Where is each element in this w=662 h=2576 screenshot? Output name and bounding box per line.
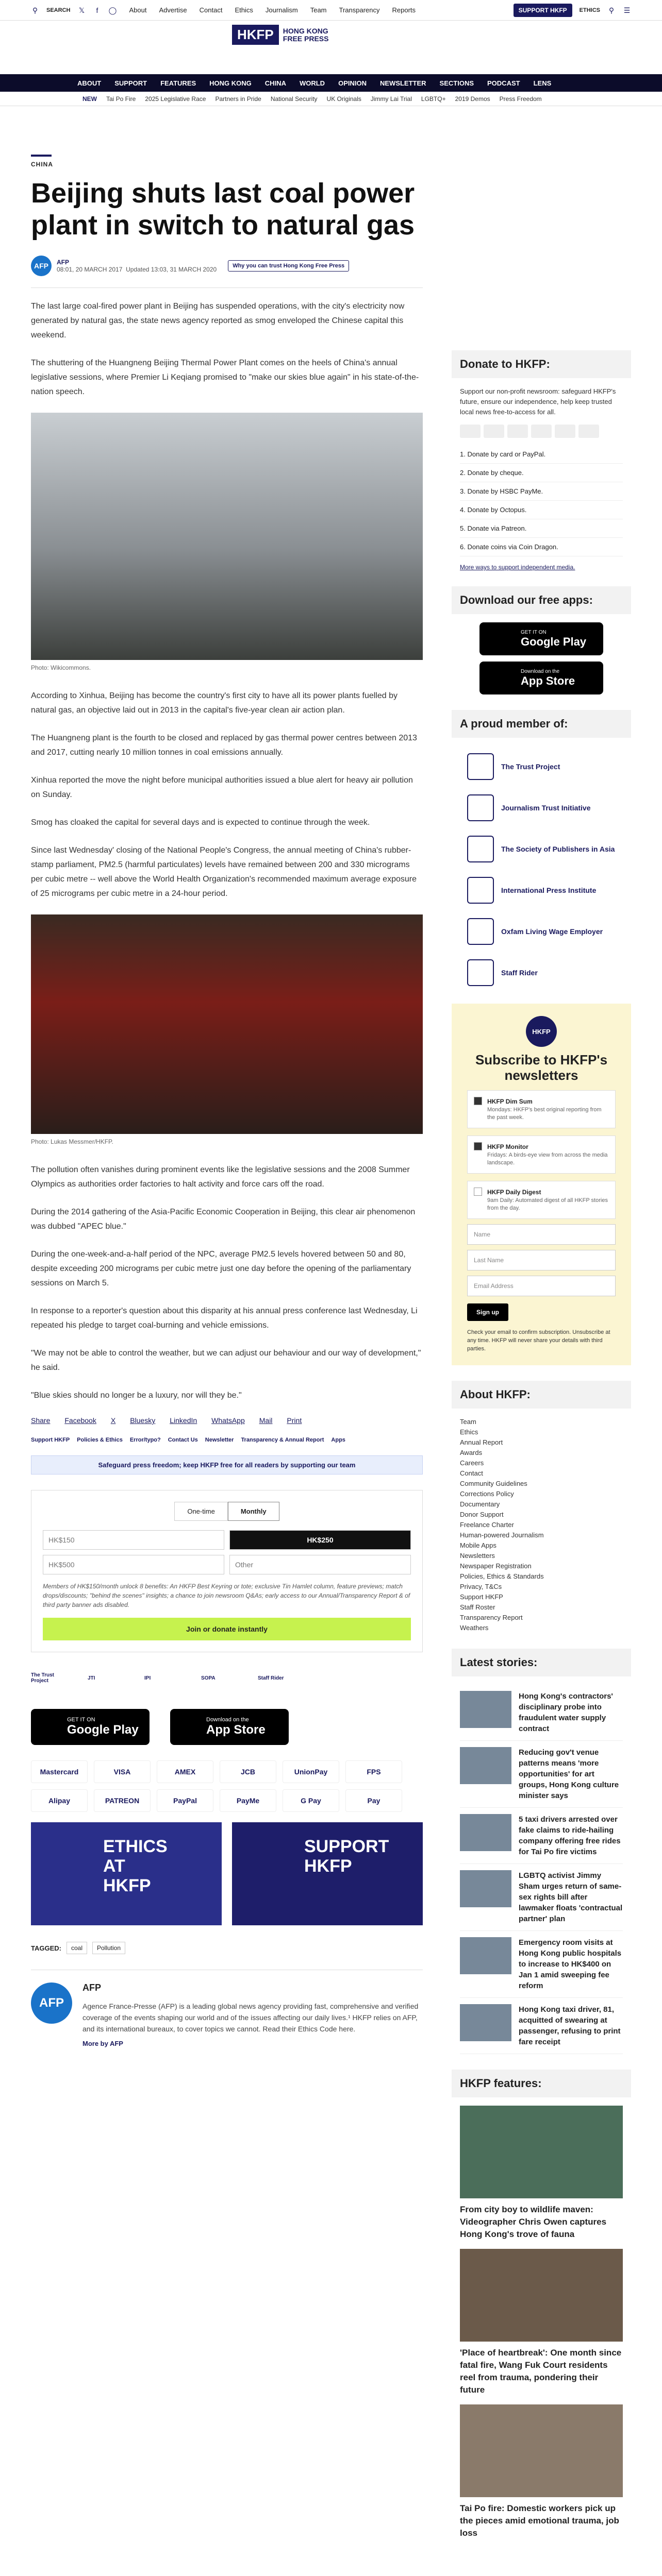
- logo-text: HONG KONG FREE PRESS: [283, 26, 329, 43]
- link-transparency[interactable]: Transparency & Annual Report: [241, 1437, 324, 1443]
- more-by-link[interactable]: More by AFP: [82, 2040, 123, 2047]
- search-icon[interactable]: ⚲: [32, 6, 38, 14]
- payment-logo: UnionPay: [283, 1760, 339, 1783]
- google-play-badge[interactable]: [31, 1709, 150, 1745]
- donate-option[interactable]: 1. Donate by card or PayPal.: [460, 445, 623, 464]
- photo-caption: Photo: Lukas Messmer/HKFP.: [31, 1138, 113, 1145]
- email-field[interactable]: Email Address: [467, 1276, 616, 1296]
- facebook-icon[interactable]: f: [96, 6, 98, 14]
- story-title: Emergency room visits at Hong Kong public hospitals to increase to HK$400 on Jan 1 amid sweeping fee reform: [519, 1938, 622, 1990]
- member-logo: [467, 794, 494, 821]
- nav-world[interactable]: WORLD: [299, 79, 325, 87]
- paragraph: During the one-week-and-a-half period of the NPC, average PM2.5 levels hovered between 50 and 80, despite exceeding 200 micrograms per cubic metre just one day before the opening of the parliamentary sessions on March 5.: [31, 1250, 411, 1287]
- features-heading: HKFP features:: [452, 2070, 631, 2097]
- feature-title[interactable]: Tai Po fire: Domestic workers pick up the pieces amid emotional trauma, job loss: [460, 2503, 619, 2538]
- article-title: Beijing shuts last coal power plant in switch to natural gas: [31, 178, 415, 241]
- story-thumbnail: [460, 1814, 511, 1851]
- latest-item[interactable]: [460, 1808, 623, 1864]
- badge-store: Google Play: [67, 1723, 139, 1737]
- features-list: [452, 2106, 631, 2539]
- tier-option[interactable]: HK$150: [43, 1530, 224, 1550]
- member-logo[interactable]: SOPA: [201, 1675, 216, 1681]
- new-badge: NEW: [82, 95, 97, 103]
- nav-features[interactable]: FEATURES: [160, 79, 196, 87]
- about-item[interactable]: Transparency Report: [460, 1614, 523, 1621]
- share-whatsapp[interactable]: WhatsApp: [211, 1416, 245, 1425]
- member-logos: [31, 1668, 423, 1688]
- member-name: Staff Rider: [501, 969, 538, 977]
- tier-option[interactable]: Other: [229, 1555, 411, 1574]
- last-name-field[interactable]: Last Name: [467, 1250, 616, 1270]
- power-plant-photo: [31, 413, 423, 660]
- about-item[interactable]: Human-powered Journalism: [460, 1531, 544, 1539]
- card-icon: [555, 425, 575, 438]
- subnav-item[interactable]: Press Freedom: [499, 95, 542, 103]
- about-item[interactable]: Careers: [460, 1459, 484, 1467]
- google-play-badge[interactable]: [479, 622, 603, 655]
- footer-links: [31, 1437, 423, 1443]
- member-item[interactable]: [467, 828, 616, 870]
- nav-newsletter[interactable]: NEWSLETTER: [379, 79, 426, 87]
- share-bar: [31, 1416, 423, 1425]
- subnav-item[interactable]: National Security: [270, 95, 318, 103]
- nav-podcast[interactable]: PODCAST: [487, 79, 520, 87]
- story-thumbnail: [460, 1691, 511, 1728]
- share-linkedin[interactable]: LinkedIn: [170, 1416, 197, 1425]
- payment-logo: FPS: [345, 1760, 402, 1783]
- top-bar: [0, 0, 662, 21]
- paragraph: The Huangneng plant is the fourth to be closed and replaced by gas thermal power centres between 2013 and 2017, cutting nearly 10 million tonnes in coal emissions annually.: [31, 734, 417, 757]
- nav-lens[interactable]: LENS: [533, 79, 552, 87]
- payment-logo: VISA: [94, 1760, 151, 1783]
- paragraph: In response to a reporter's question about this disparity at his annual press conference last Wednesday, Li repeated his pledge to target coal-burning and vehicle emissions.: [31, 1307, 418, 1330]
- join-button[interactable]: Join or donate instantly: [43, 1618, 411, 1640]
- site-logo[interactable]: [232, 25, 345, 45]
- donate-option[interactable]: 4. Donate by Octopus.: [460, 501, 623, 519]
- paragraph: Since last Wednesday' closing of the National People's Congress, the annual meeting of China's rubber-stamp parliament, PM2.5 (harmful particulates) levels have remained between 200 and 330 micrograms per cubic metre -- well above the World Health Organization's recommended maximum average exposure of 25 micrograms per cubic metre in a 24-hour period.: [31, 846, 417, 898]
- about-item[interactable]: Policies, Ethics & Standards: [460, 1572, 544, 1580]
- publish-date: 08:01, 20 MARCH 2017: [57, 266, 123, 273]
- payment-logo: PayMe: [220, 1789, 276, 1812]
- photo-caption: Photo: Wikicommons.: [31, 664, 91, 671]
- link-error[interactable]: Error/typo?: [129, 1437, 161, 1443]
- badge-caption: GET IT ON: [67, 1717, 95, 1723]
- member-name: Oxfam Living Wage Employer: [501, 927, 603, 936]
- donate-option[interactable]: 5. Donate via Patreon.: [460, 519, 623, 538]
- feature-title[interactable]: From city boy to wildlife maven: Videographer Chris Owen captures Hong Kong's trove of fauna: [460, 2205, 607, 2239]
- subnav-item[interactable]: 2025 Legislative Race: [145, 95, 206, 103]
- newsletter-option[interactable]: [467, 1181, 616, 1219]
- card-icon: [460, 425, 481, 438]
- newsletter-title: Subscribe to HKFP's newsletters: [475, 1052, 608, 1083]
- ethics-link[interactable]: ETHICS: [579, 7, 600, 13]
- latest-item[interactable]: [460, 1864, 623, 1931]
- donate-options: [452, 445, 631, 556]
- safeguard-banner[interactable]: Safeguard press freedom; keep HKFP free for all readers by supporting our team: [31, 1455, 423, 1475]
- payment-logo: PATREON: [94, 1789, 151, 1812]
- about-item[interactable]: Privacy, T&Cs: [460, 1583, 502, 1590]
- nav-opinion[interactable]: OPINION: [338, 79, 367, 87]
- top-link-reports[interactable]: Reports: [392, 6, 416, 14]
- top-link-ethics[interactable]: Ethics: [235, 6, 253, 14]
- paragraph: "Blue skies should no longer be a luxury, nor will they be.": [31, 1391, 242, 1400]
- member-list: [452, 746, 631, 993]
- member-name: The Society of Publishers in Asia: [501, 845, 615, 853]
- payment-logo: Pay: [345, 1789, 402, 1812]
- newsletter-desc: Mondays: HKFP's best original reporting from the past week.: [487, 1107, 602, 1121]
- top-link-advertise[interactable]: Advertise: [159, 6, 187, 14]
- paragraph: During the 2014 gathering of the Asia-Pacific Economic Cooperation in Beijing, this clear air phenomenon was dubbed "APEC blue.": [31, 1208, 416, 1231]
- article: [31, 155, 423, 2047]
- badge-store: App Store: [206, 1723, 266, 1737]
- share-x[interactable]: X: [110, 1416, 116, 1425]
- link-newsletter[interactable]: Newsletter: [205, 1437, 234, 1443]
- about-item[interactable]: Ethics: [460, 1428, 478, 1436]
- newsletter-box: [452, 1004, 631, 1365]
- app-store-badge[interactable]: [170, 1709, 289, 1745]
- about-heading: About HKFP:: [452, 1381, 631, 1409]
- badge-caption: Download on the: [206, 1717, 249, 1723]
- member-logo: [467, 918, 494, 945]
- article-body: [31, 299, 423, 1403]
- app-store-badge[interactable]: [479, 662, 603, 694]
- sub-nav: [0, 92, 662, 106]
- tier-grid: [43, 1530, 411, 1574]
- ethics-promo[interactable]: ETHICS AT HKFP: [31, 1822, 222, 1925]
- promo-row: [31, 1822, 423, 1925]
- about-item[interactable]: Team: [460, 1418, 476, 1426]
- author-box: [31, 1970, 423, 2047]
- story-thumbnail: [460, 1747, 511, 1784]
- member-logo[interactable]: IPI: [144, 1675, 151, 1681]
- nav-hong-kong[interactable]: HONG KONG: [209, 79, 252, 87]
- about-item[interactable]: Contact: [460, 1469, 483, 1477]
- frequency-toggle: [43, 1502, 411, 1521]
- tag[interactable]: Pollution: [92, 1942, 125, 1954]
- story-title: Hong Kong's contractors' disciplinary probe into fraudulent water supply contract: [519, 1692, 613, 1733]
- nav-sections[interactable]: SECTIONS: [439, 79, 474, 87]
- card-icon: [484, 425, 504, 438]
- payment-methods: [31, 1760, 423, 1812]
- subnav-item[interactable]: 2019 Demos: [455, 95, 490, 103]
- apps-heading: Download our free apps:: [452, 586, 631, 614]
- more-ways-link[interactable]: More ways to support independent media.: [460, 564, 575, 571]
- donate-option[interactable]: 3. Donate by HSBC PayMe.: [460, 482, 623, 501]
- card-icons: [452, 425, 631, 438]
- support-button[interactable]: SUPPORT HKFP: [514, 4, 572, 17]
- newsletter-name: HKFP Dim Sum: [487, 1098, 533, 1105]
- top-link-transparency[interactable]: Transparency: [339, 6, 380, 14]
- member-item[interactable]: [467, 952, 616, 993]
- about-item[interactable]: Community Guidelines: [460, 1480, 527, 1487]
- member-logo[interactable]: Staff Rider: [258, 1675, 284, 1681]
- member-item[interactable]: [467, 870, 616, 911]
- about-item[interactable]: Donor Support: [460, 1511, 504, 1518]
- newsletter-option[interactable]: [467, 1090, 616, 1128]
- newsletter-checkbox[interactable]: [474, 1188, 482, 1196]
- story-title: 5 taxi drivers arrested over fake claims to ride-hailing company offering free rides for Tai Po fire victims: [519, 1815, 621, 1856]
- subnav-item[interactable]: Tai Po Fire: [106, 95, 136, 103]
- newsletter-name: HKFP Monitor: [487, 1143, 528, 1150]
- category-label[interactable]: CHINA: [31, 155, 52, 168]
- about-item[interactable]: Awards: [460, 1449, 483, 1456]
- link-apps[interactable]: Apps: [331, 1437, 345, 1443]
- npc-photo: [31, 914, 423, 1134]
- payment-logo: Alipay: [31, 1789, 88, 1812]
- card-icon: [507, 425, 528, 438]
- subnav-item[interactable]: LGBTQ+: [421, 95, 446, 103]
- donate-text[interactable]: Support our non-profit newsroom: safeguard HKFP's future, ensure our independence, help keep trusted local news free-to-access for all.: [460, 387, 616, 416]
- nav-support[interactable]: SUPPORT: [114, 79, 147, 87]
- about-item[interactable]: Support HKFP: [460, 1593, 503, 1601]
- subnav-item[interactable]: UK Originals: [326, 95, 361, 103]
- tags-row: [31, 1942, 423, 1954]
- logo-mark: HKFP: [232, 25, 279, 45]
- member-logo[interactable]: JTI: [88, 1675, 95, 1681]
- paragraph: The last large coal-fired power plant in Beijing has suspended operations, with the city's electricity now generated by natural gas, the state news agency reported as smog enveloped the Chinese capital this weekend.: [31, 302, 405, 340]
- member-name: International Press Institute: [501, 886, 597, 894]
- member-logo: [467, 959, 494, 986]
- author-avatar-large[interactable]: AFP: [31, 1982, 72, 2024]
- share-mail[interactable]: Mail: [259, 1416, 273, 1425]
- search-icon[interactable]: ⚲: [608, 6, 615, 14]
- latest-list: [452, 1685, 631, 2054]
- donate-heading: Donate to HKFP:: [452, 350, 631, 378]
- member-item[interactable]: [467, 746, 616, 787]
- donate-option[interactable]: 6. Donate coins via Coin Dragon.: [460, 538, 623, 556]
- tier-option[interactable]: HK$500: [43, 1555, 224, 1574]
- search-label[interactable]: SEARCH: [46, 7, 71, 13]
- newsletter-logo: HKFP: [526, 1016, 557, 1047]
- newsletter-note: Check your email to confirm subscription. Unsubscribe at any time. HKFP will never share your details with third parties.: [467, 1329, 610, 1352]
- author-bio: Agence France-Presse (AFP) is a leading global news agency providing fast, comprehensive and verified coverage of the events shaping our world and of the issues affecting our daily lives.¹ HKFP relies on AFP, and its international bureaux, to cover topics we cannot. Read their Ethics Code here.: [82, 2002, 419, 2033]
- newsletter-option[interactable]: [467, 1136, 616, 1174]
- tags-label: TAGGED:: [31, 1944, 61, 1952]
- sidebar: [452, 350, 631, 2539]
- top-link-contact[interactable]: Contact: [199, 6, 223, 14]
- about-item[interactable]: Newsletters: [460, 1552, 495, 1560]
- about-item[interactable]: Annual Report: [460, 1438, 503, 1446]
- feature-title[interactable]: 'Place of heartbreak': One month since fatal fire, Wang Fuk Court residents reel from trauma, pondering their future: [460, 2348, 622, 2395]
- card-icon: [531, 425, 552, 438]
- paragraph: Xinhua reported the move the night before municipal authorities issued a blue alert for heavy air pollution on Sunday.: [31, 776, 413, 799]
- one-time-option[interactable]: One-time: [174, 1502, 227, 1521]
- trust-badge[interactable]: Why you can trust Hong Kong Free Press: [228, 260, 349, 272]
- payment-logo: PayPal: [157, 1789, 213, 1812]
- paragraph: According to Xinhua, Beijing has become the country's first city to have all its power plants fuelled by natural gas, an objective laid out in 2013 in the capital's five-year clean air action plan.: [31, 691, 398, 715]
- feature-image[interactable]: [460, 2106, 623, 2198]
- share-facebook[interactable]: Facebook: [64, 1416, 96, 1425]
- member-name: The Trust Project: [501, 762, 560, 771]
- story-thumbnail: [460, 1870, 511, 1907]
- author-name[interactable]: AFP: [57, 259, 69, 266]
- member-item[interactable]: [467, 787, 616, 828]
- share-label[interactable]: Share: [31, 1416, 51, 1425]
- subnav-item[interactable]: Jimmy Lai Trial: [370, 95, 412, 103]
- member-name: Journalism Trust Initiative: [501, 804, 591, 812]
- nav-china[interactable]: CHINA: [264, 79, 286, 87]
- story-title: Reducing gov't venue patterns means 'more opportunities' for art groups, Hong Kong culture minister says: [519, 1748, 619, 1800]
- twitter-icon[interactable]: 𝕏: [78, 6, 85, 14]
- story-thumbnail: [460, 2004, 511, 2041]
- badge-store: Google Play: [521, 635, 587, 648]
- feature-image[interactable]: [460, 2404, 623, 2497]
- member-logo[interactable]: The Trust Project: [31, 1672, 55, 1684]
- member-logo: [467, 753, 494, 780]
- feature-image[interactable]: [460, 2249, 623, 2342]
- story-thumbnail: [460, 1937, 511, 1974]
- monthly-option[interactable]: Monthly: [228, 1502, 279, 1521]
- about-list: [452, 1417, 631, 1633]
- paragraph: "We may not be able to control the weather, but we can adjust our behaviour and our way of development," he said.: [31, 1349, 421, 1372]
- story-title: LGBTQ activist Jimmy Sham urges return of same-sex rights bill after lawmaker floats 'contractual partner' plan: [519, 1871, 623, 1923]
- about-item[interactable]: Corrections Policy: [460, 1490, 514, 1498]
- link-contact[interactable]: Contact Us: [168, 1437, 198, 1443]
- top-link-team[interactable]: Team: [310, 6, 327, 14]
- paragraph: Smog has cloaked the capital for several days and is expected to continue through the week.: [31, 818, 370, 827]
- top-link-journalism[interactable]: Journalism: [265, 6, 298, 14]
- card-icon: [578, 425, 599, 438]
- about-item[interactable]: Weathers: [460, 1624, 489, 1632]
- updated-date: Updated 13:03, 31 MARCH 2020: [126, 266, 217, 273]
- badge-caption: GET IT ON: [521, 629, 547, 635]
- donation-description: Members of HK$150/month unlock 8 benefits: An HKFP Best Keyring or tote; exclusive Tin Hamlet column, feature previews; match drops/discounts; "behind the scenes" insights; a chance to join newsroom Q&As; early access to our Annual/Transparency Report & of third party banner ads disabled.: [43, 1583, 410, 1608]
- app-badges: [31, 1709, 423, 1745]
- member-logo: [467, 836, 494, 862]
- newsletter-desc: Fridays: A birds-eye view from across the media landscape.: [487, 1152, 608, 1166]
- newsletter-desc: 9am Daily: Automated digest of all HKFP stories from the day.: [487, 1197, 608, 1211]
- nav-about[interactable]: ABOUT: [77, 79, 102, 87]
- newsletter-name: HKFP Daily Digest: [487, 1189, 541, 1196]
- latest-heading: Latest stories:: [452, 1649, 631, 1676]
- latest-item[interactable]: [460, 1685, 623, 1741]
- badge-caption: Download on the: [521, 668, 560, 674]
- support-promo[interactable]: SUPPORT HKFP: [232, 1822, 423, 1925]
- link-support[interactable]: Support HKFP: [31, 1437, 70, 1443]
- donation-box: [31, 1490, 423, 1652]
- byline: [31, 256, 423, 276]
- tier-option-selected[interactable]: HK$250: [229, 1530, 411, 1550]
- instagram-icon[interactable]: ◯: [108, 6, 117, 14]
- divider: [31, 287, 423, 288]
- about-item[interactable]: Staff Roster: [460, 1603, 495, 1611]
- share-print[interactable]: Print: [287, 1416, 302, 1425]
- author-avatar[interactable]: AFP: [31, 256, 52, 276]
- about-item[interactable]: Mobile Apps: [460, 1541, 496, 1549]
- signup-button[interactable]: Sign up: [467, 1303, 508, 1321]
- payment-logo: AMEX: [157, 1760, 213, 1783]
- main-nav: [0, 74, 662, 92]
- name-field[interactable]: Name: [467, 1224, 616, 1245]
- badge-store: App Store: [521, 674, 575, 687]
- paragraph: The pollution often vanishes during prominent events like the legislative sessions and the 2008 Summer Olympics as authorities order factories to halt activity and force cars off the road.: [31, 1165, 410, 1189]
- tag[interactable]: coal: [67, 1942, 87, 1954]
- about-item[interactable]: Documentary: [460, 1500, 500, 1508]
- donate-option[interactable]: 2. Donate by cheque.: [460, 464, 623, 482]
- latest-item[interactable]: [460, 1998, 623, 2054]
- link-policies[interactable]: Policies & Ethics: [77, 1437, 123, 1443]
- latest-item[interactable]: [460, 1931, 623, 1998]
- payment-logo: JCB: [220, 1760, 276, 1783]
- newsletter-checkbox[interactable]: [474, 1097, 482, 1105]
- payment-logo: Mastercard: [31, 1760, 88, 1783]
- author-name[interactable]: AFP: [82, 1982, 101, 1993]
- subnav-item[interactable]: Partners in Pride: [215, 95, 261, 103]
- latest-item[interactable]: [460, 1741, 623, 1808]
- newsletter-checkbox[interactable]: [474, 1142, 482, 1150]
- about-item[interactable]: Newspaper Registration: [460, 1562, 532, 1570]
- story-title: Hong Kong taxi driver, 81, acquitted of swearing at passenger, refusing to print fare receipt: [519, 2005, 621, 2046]
- menu-icon[interactable]: ☰: [623, 6, 631, 14]
- top-link-about[interactable]: About: [129, 6, 147, 14]
- member-logo: [467, 877, 494, 904]
- paragraph: The shuttering of the Huangneng Beijing Thermal Power Plant comes on the heels of China's annual legislative sessions, where Premier Li Keqiang promised to "make our skies blue again" in his state-of-the-nation speech.: [31, 359, 419, 396]
- payment-logo: G Pay: [283, 1789, 339, 1812]
- member-heading: A proud member of:: [452, 710, 631, 738]
- about-item[interactable]: Freelance Charter: [460, 1521, 514, 1529]
- member-item[interactable]: [467, 911, 616, 952]
- share-bluesky[interactable]: Bluesky: [130, 1416, 156, 1425]
